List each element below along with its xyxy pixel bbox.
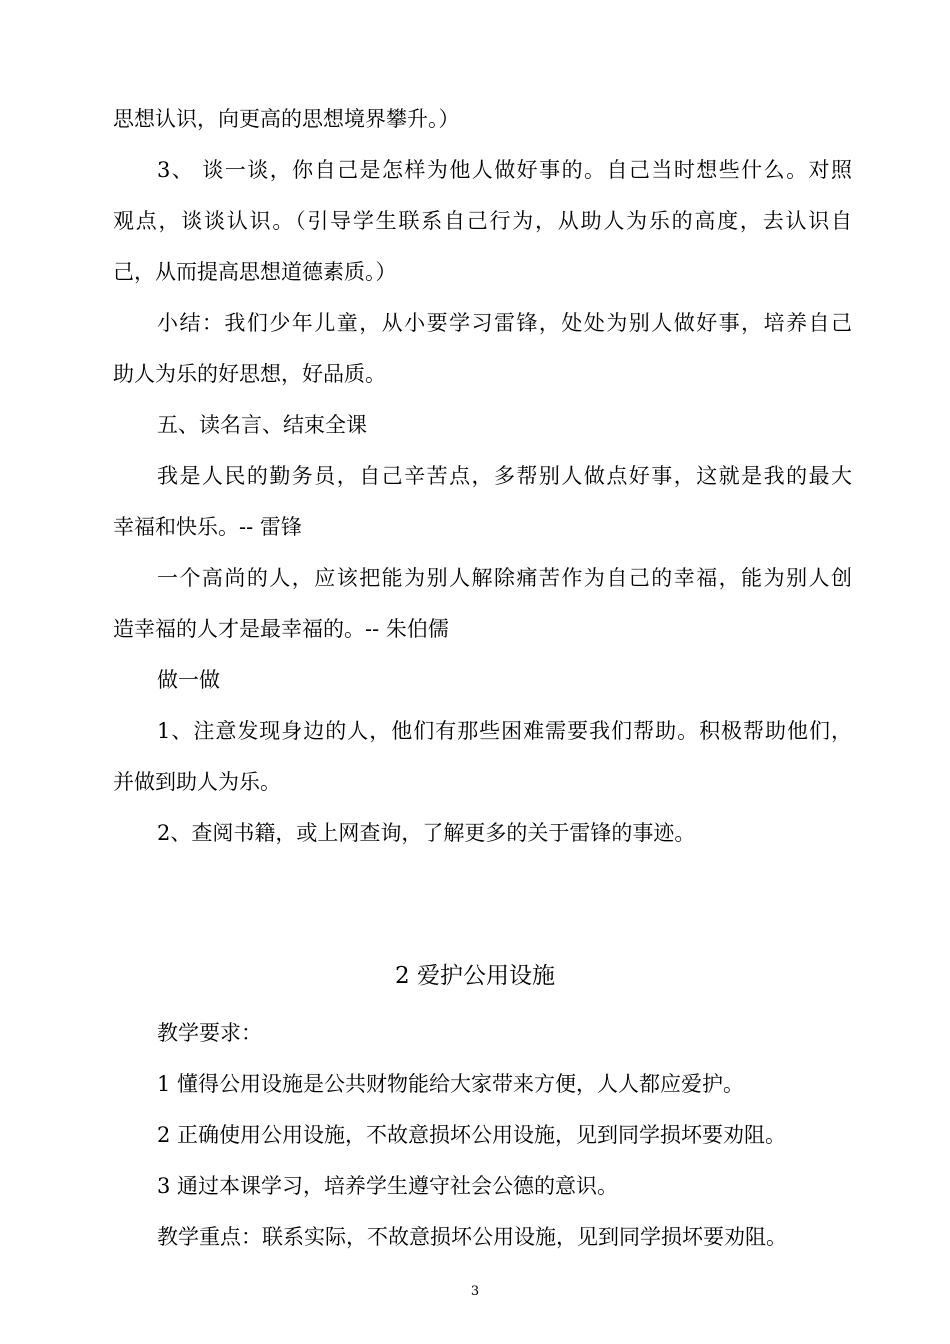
- quote-line: 造幸福的人才是最幸福的。-- 朱伯儒: [113, 617, 449, 641]
- section-title: 2 爱护公用设施: [395, 963, 555, 989]
- section-line: 3 通过本课学习，培养学生遵守社会公德的意识。: [157, 1174, 619, 1198]
- paragraph-line: 做一做: [157, 668, 220, 692]
- page-number: 3: [470, 1284, 480, 1299]
- quote-line: 幸福和快乐。-- 雷锋: [113, 515, 302, 539]
- section-line: 教学重点：联系实际，不故意损坏公用设施，见到同学损坏要劝阻。: [157, 1225, 787, 1249]
- section-line: 教学要求：: [157, 1021, 262, 1045]
- paragraph-line: 2、查阅书籍，或上网查询，了解更多的关于雷锋的事迹。: [157, 821, 696, 845]
- quote-line: 我是人民的勤务员，自己辛苦点，多帮别人做点好事，这就是我的最大: [157, 464, 852, 488]
- paragraph-line: 思想认识，向更高的思想境界攀升。）: [113, 107, 460, 131]
- section-line: 1 懂得公用设施是公共财物能给大家带来方便，人人都应爱护。: [157, 1072, 745, 1096]
- section-line: 2 正确使用公用设施，不故意损坏公用设施，见到同学损坏要劝阻。: [157, 1123, 787, 1147]
- paragraph-line: 小结：我们少年儿童，从小要学习雷锋，处处为别人做好事，培养自己: [157, 311, 852, 335]
- paragraph-line: 助人为乐的好思想，好品质。: [113, 362, 386, 386]
- paragraph-line: 观点，谈谈认识。（引导学生联系自己行为，从助人为乐的高度，去认识自: [113, 209, 852, 233]
- quote-line: 一个高尚的人，应该把能为别人解除痛苦作为自己的幸福，能为别人创: [157, 566, 852, 590]
- paragraph-line: 己，从而提高思想道德素质。）: [113, 260, 397, 284]
- paragraph-line: 并做到助人为乐。: [113, 770, 281, 794]
- paragraph-line: 五、读名言、结束全课: [157, 413, 367, 437]
- paragraph-line: 3、 谈一谈，你自己是怎样为他人做好事的。自己当时想些什么。对照: [157, 158, 852, 182]
- paragraph-line: 1、注意发现身边的人，他们有那些困难需要我们帮助。积极帮助他们，: [157, 719, 852, 743]
